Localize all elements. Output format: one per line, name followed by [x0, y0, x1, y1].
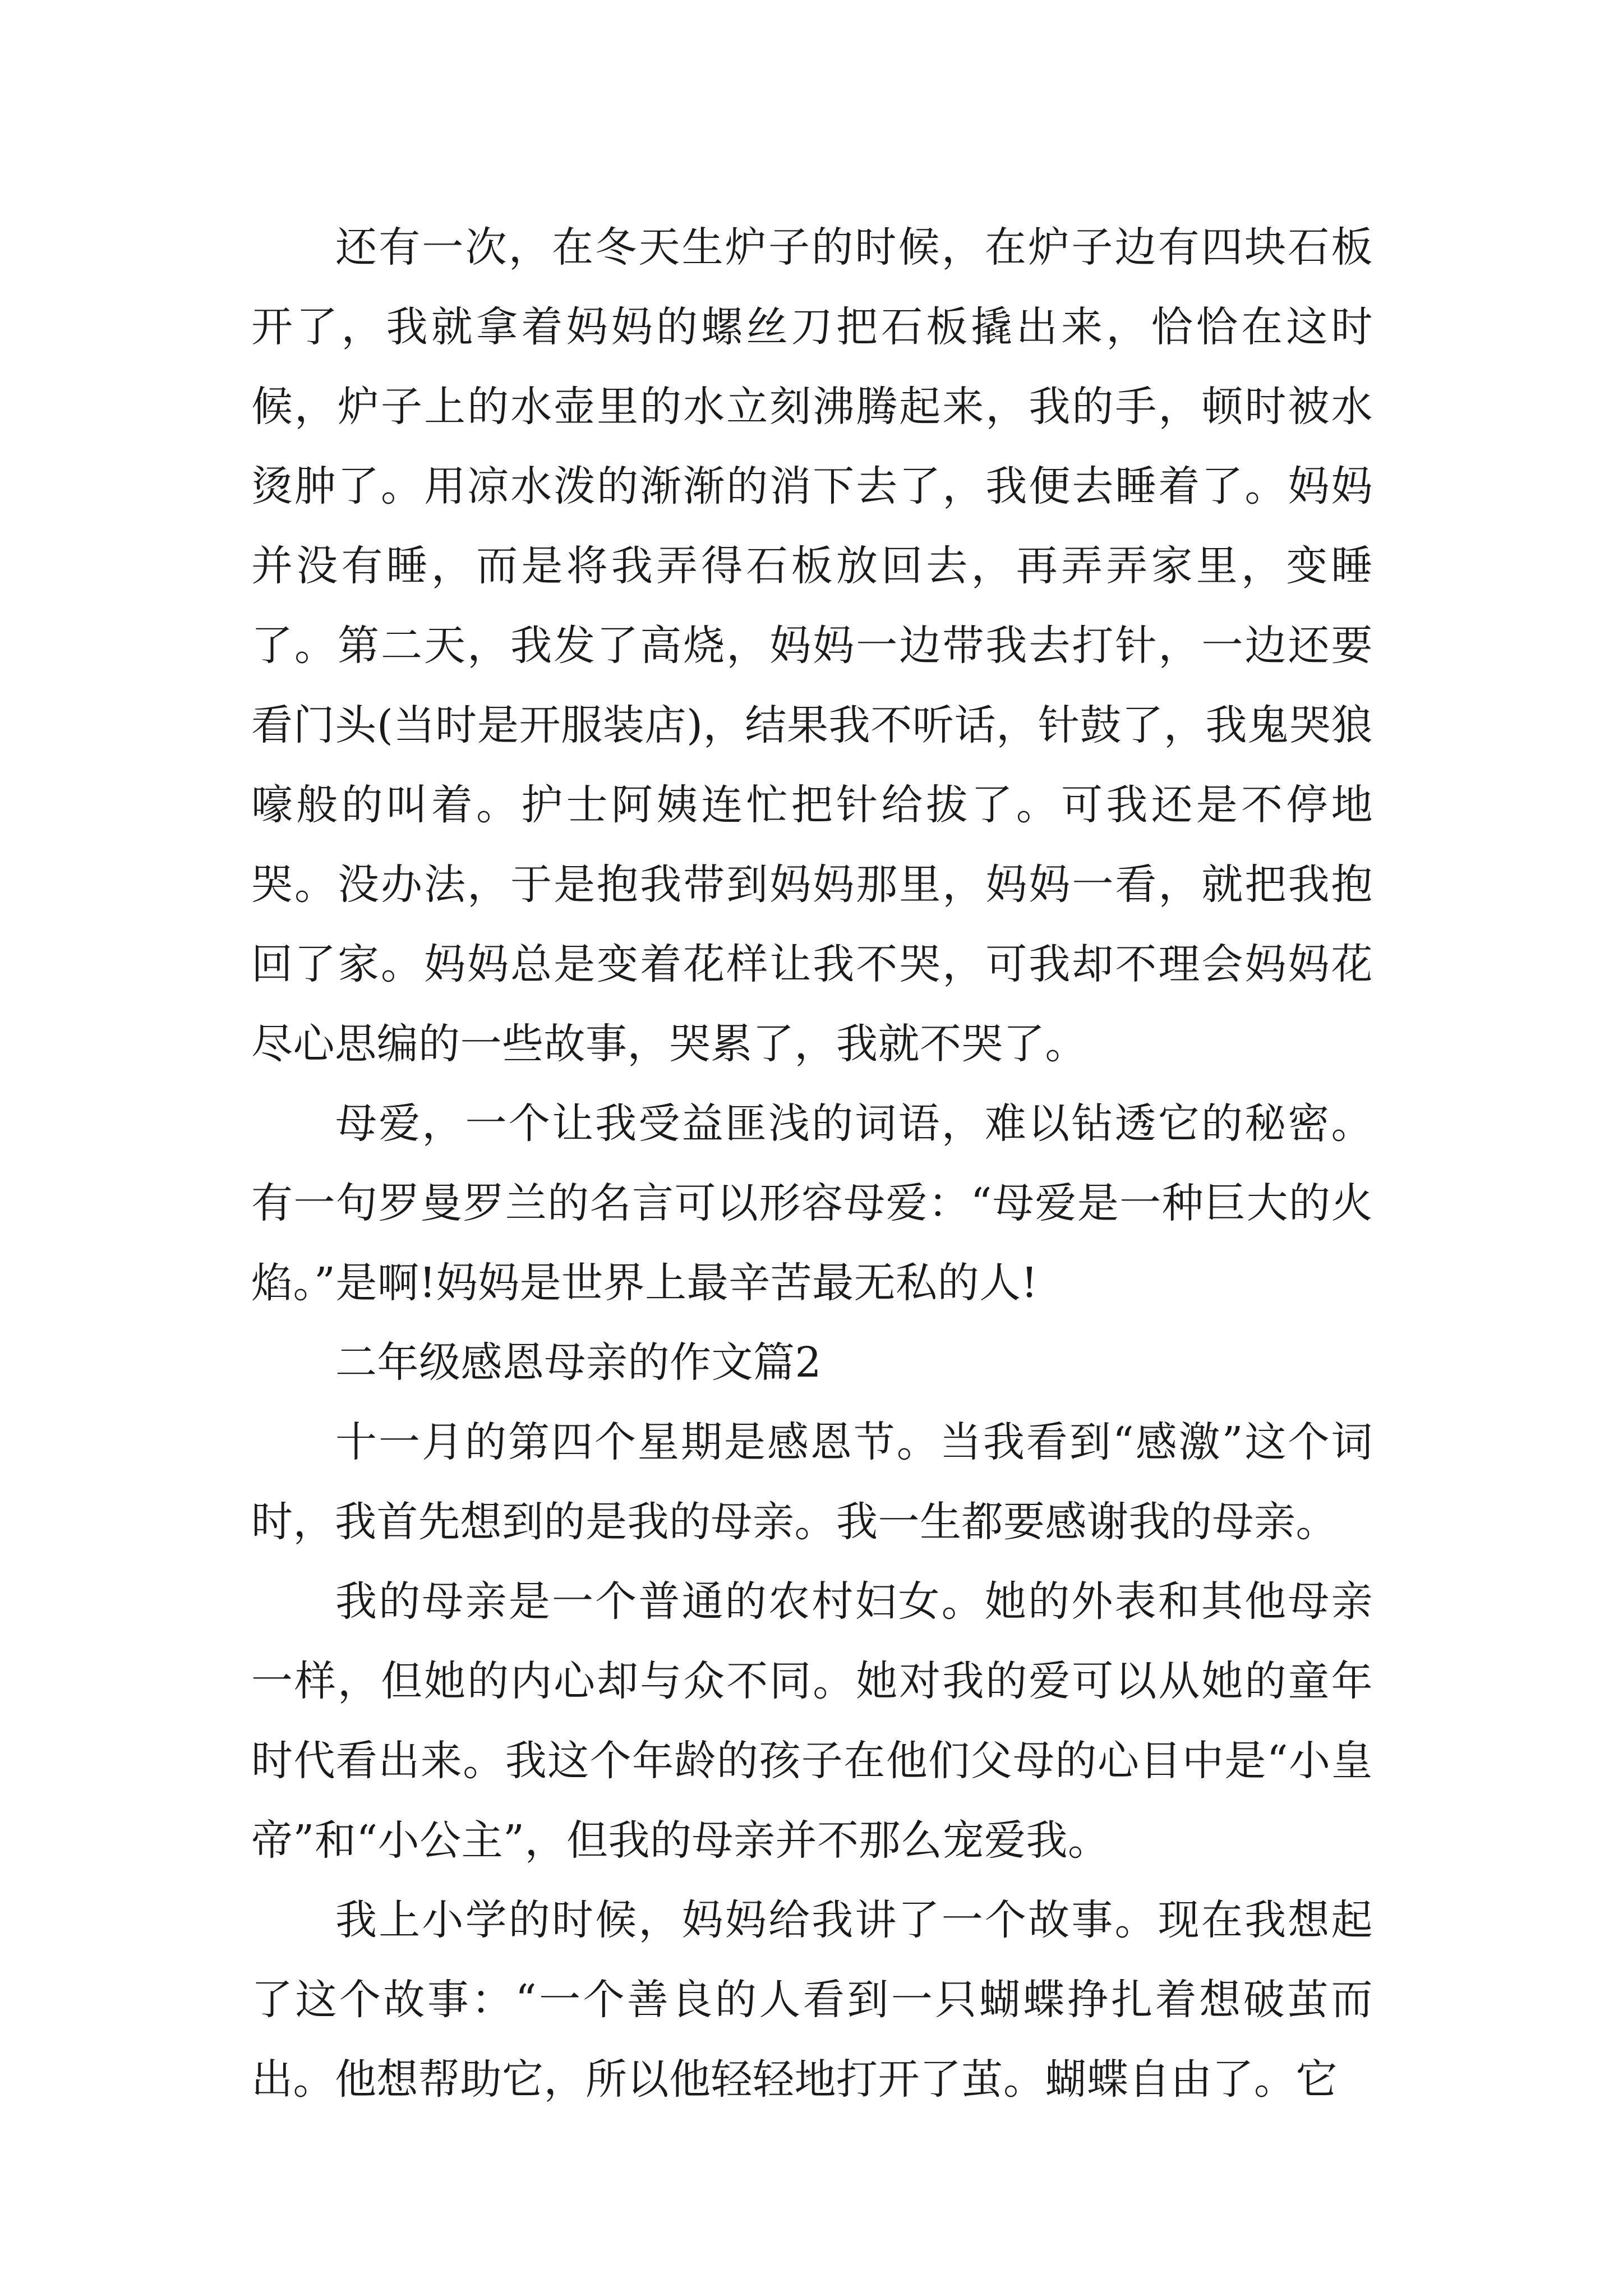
paragraph-butterfly-story: 我上小学的时候，妈妈给我讲了一个故事。现在我想起了这个故事：“一个善良的人看到一只蝴蝶挣扎着想破茧而出。他想帮助它，所以他轻轻地打开了茧。蝴蝶自由了。它	[251, 1896, 1373, 2104]
essay-heading: 二年级感恩母亲的作文篇2	[335, 1338, 822, 1387]
paragraph-thanksgiving: 十一月的第四个星期是感恩节。当我看到“感激”这个词时，我首先想到的是我的母亲。我一生都要感谢我的母亲。	[251, 1418, 1373, 1546]
paragraph-ordinary-mother: 我的母亲是一个普通的农村妇女。她的外表和其他母亲一样，但她的内心却与众不同。她对我的爱可以从她的童年时代看出来。我这个年龄的孩子在他们父母的心目中是“小皇帝”和“小公主”，但我的母亲并不那么宠爱我。	[251, 1577, 1373, 1865]
document-body	[251, 208, 1373, 2119]
paragraph-mother-love: 母爱，一个让我受益匪浅的词语，难以钻透它的秘密。有一句罗曼罗兰的名言可以形容母爱：“母爱是一种巨大的火焰。”是啊!妈妈是世界上最辛苦最无私的人!	[251, 1099, 1373, 1307]
paragraph-stove-story: 还有一次，在冬天生炉子的时候，在炉子边有四块石板开了，我就拿着妈妈的螺丝刀把石板撬出来，恰恰在这时候，炉子上的水壶里的水立刻沸腾起来，我的手，顿时被水烫肿了。用凉水泼的渐渐的消下去了，我便去睡着了。妈妈并没有睡，而是将我弄得石板放回去，再弄弄家里，变睡了。第二天，我发了高烧，妈妈一边带我去打针，一边还要看门头(当时是开服装店)，结果我不听话，针鼓了，我鬼哭狼嚎般的叫着。护士阿姨连忙把针给拔了。可我还是不停地哭。没办法，于是抱我带到妈妈那里，妈妈一看，就把我抱回了家。妈妈总是变着花样让我不哭，可我却不理会妈妈花尽心思编的一些故事，哭累了，我就不哭了。	[251, 223, 1373, 1068]
